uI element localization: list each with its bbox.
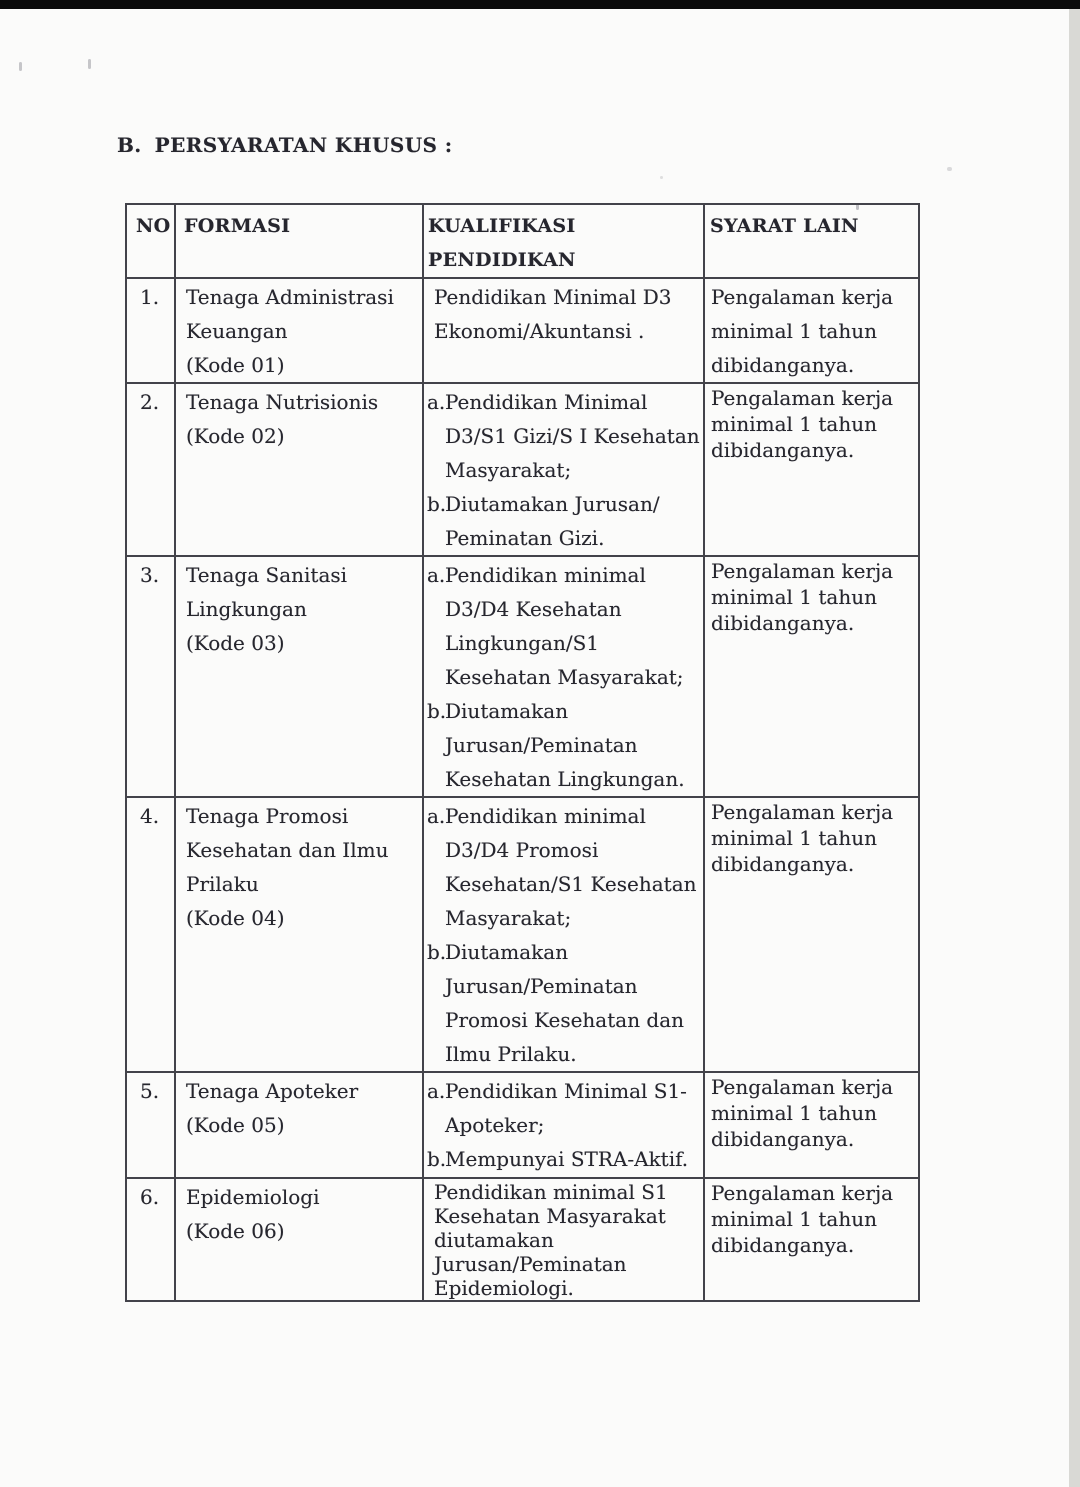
text-line: 4.: [140, 804, 160, 828]
section-heading-text: PERSYARATAN KHUSUS :: [154, 133, 453, 157]
text-line: Tenaga Promosi: [186, 804, 349, 828]
paragraph: [434, 1180, 701, 1300]
cell-kualifikasi-pendidikan: [423, 1178, 704, 1301]
text-line: diutamakan: [434, 1228, 554, 1252]
cell-syarat-lain: [704, 1072, 919, 1178]
text-line: D3/S1 Gizi/S I Kesehatan: [445, 424, 700, 448]
cell-syarat-lain: [704, 383, 919, 556]
list-item-lines: [445, 694, 701, 796]
cell-row-number: [126, 556, 175, 797]
text-line: Ekonomi/Akuntansi .: [434, 319, 645, 343]
text-line: Pendidikan minimal: [445, 804, 646, 828]
cell-syarat-lain: [704, 278, 919, 383]
list-item: [427, 487, 701, 555]
text-line: Epidemiologi: [186, 1185, 320, 1209]
list-marker: a.: [427, 563, 446, 587]
text-line: 1.: [140, 285, 160, 309]
cell-formasi: [175, 797, 423, 1072]
list-item-lines: [434, 280, 701, 348]
text-line: Tenaga Sanitasi: [186, 563, 348, 587]
column-header-formasi: FORMASI: [175, 204, 423, 278]
text-line: Diutamakan Jurusan/: [445, 492, 660, 516]
text-line: (Kode 01): [186, 353, 285, 377]
text-line: Pengalaman kerja: [711, 386, 894, 410]
list-item-lines: [445, 558, 701, 694]
table-row: [126, 797, 919, 1072]
list-marker: b.: [427, 699, 447, 723]
list-marker: b.: [427, 1147, 447, 1171]
text-line: Masyarakat;: [445, 458, 572, 482]
list-item: [427, 935, 701, 1071]
table-row: [126, 383, 919, 556]
cell-kualifikasi-pendidikan: [423, 556, 704, 797]
text-line: Keuangan: [186, 319, 288, 343]
list-item-lines: [445, 385, 701, 487]
text-line: minimal 1 tahun: [711, 585, 877, 609]
text-line: D3/D4 Kesehatan: [445, 597, 622, 621]
cell-formasi: [175, 556, 423, 797]
cell-formasi: [175, 1072, 423, 1178]
text-line: 2.: [140, 390, 160, 414]
text-line: Tenaga Administrasi: [186, 285, 394, 309]
text-line: Epidemiologi.: [434, 1276, 574, 1300]
text-line: dibidanganya.: [711, 852, 855, 876]
text-line: dibidanganya.: [711, 611, 855, 635]
cell-kualifikasi-pendidikan: [423, 1072, 704, 1178]
text-line: Ilmu Prilaku.: [445, 1042, 577, 1066]
text-line: (Kode 05): [186, 1113, 285, 1137]
column-header-kualifikasi-pendidikan: KUALIFIKASI PENDIDIKAN: [423, 204, 704, 278]
cell-row-number: [126, 383, 175, 556]
text-line: dibidanganya.: [711, 1127, 855, 1151]
text-line: Prilaku: [186, 872, 259, 896]
text-line: dibidanganya.: [711, 353, 855, 377]
text-line: Jurusan/Peminatan: [445, 974, 638, 998]
text-line: Pengalaman kerja: [711, 1075, 894, 1099]
text-line: minimal 1 tahun: [711, 412, 877, 436]
text-line: 6.: [140, 1185, 160, 1209]
list-marker: a.: [427, 1079, 446, 1103]
section-label: B.: [117, 133, 142, 157]
scan-speck: [660, 176, 663, 179]
paragraph: [434, 280, 701, 348]
cell-syarat-lain: [704, 797, 919, 1072]
text-line: dibidanganya.: [711, 438, 855, 462]
list-item-lines: [445, 935, 701, 1071]
table-header-row: [126, 204, 919, 278]
list-item-lines: [445, 799, 701, 935]
text-line: (Kode 04): [186, 906, 285, 930]
text-line: Pengalaman kerja: [711, 559, 894, 583]
table-row: [126, 278, 919, 383]
scan-speck: [88, 59, 91, 69]
text-line: Lingkungan/S1: [445, 631, 600, 655]
cell-row-number: [126, 1072, 175, 1178]
text-line: Tenaga Nutrisionis: [186, 390, 379, 414]
text-line: 5.: [140, 1079, 160, 1103]
list-marker: a.: [427, 390, 446, 414]
list-item-lines: [445, 1074, 701, 1142]
scan-top-bar-artifact: [0, 0, 1080, 9]
table-row: [126, 1072, 919, 1178]
text-line: (Kode 06): [186, 1219, 285, 1243]
text-line: Apoteker;: [445, 1113, 545, 1137]
text-line: Pendidikan Minimal: [445, 390, 648, 414]
cell-formasi: [175, 383, 423, 556]
cell-kualifikasi-pendidikan: [423, 383, 704, 556]
scan-right-edge-artifact: [1069, 9, 1080, 1487]
text-line: Pendidikan minimal S1: [434, 1180, 668, 1204]
text-line: Masyarakat;: [445, 906, 572, 930]
text-line: Diutamakan: [445, 699, 569, 723]
text-line: Pengalaman kerja: [711, 285, 894, 309]
scan-speck: [19, 62, 22, 71]
list-item-lines: [445, 487, 701, 555]
text-line: minimal 1 tahun: [711, 1101, 877, 1125]
text-line: (Kode 03): [186, 631, 285, 655]
table-row: [126, 556, 919, 797]
list-item: [427, 385, 701, 487]
list-item: [427, 694, 701, 796]
list-item: [427, 799, 701, 935]
cell-row-number: [126, 1178, 175, 1301]
cell-formasi: [175, 1178, 423, 1301]
requirements-table: [125, 203, 920, 1302]
list-marker: a.: [427, 804, 446, 828]
list-marker: b.: [427, 940, 447, 964]
text-line: minimal 1 tahun: [711, 826, 877, 850]
cell-kualifikasi-pendidikan: [423, 278, 704, 383]
text-line: Diutamakan: [445, 940, 569, 964]
text-line: Kesehatan Lingkungan.: [445, 767, 685, 791]
text-line: Jurusan/Peminatan: [445, 733, 638, 757]
cell-row-number: [126, 278, 175, 383]
column-header-no: NO: [126, 204, 175, 278]
text-line: Kesehatan dan Ilmu: [186, 838, 389, 862]
text-line: Pendidikan minimal: [445, 563, 646, 587]
text-line: Mempunyai STRA-Aktif.: [445, 1147, 689, 1171]
text-line: Pengalaman kerja: [711, 1181, 894, 1205]
list-marker: b.: [427, 492, 447, 516]
scan-speck: [947, 167, 952, 171]
cell-formasi: [175, 278, 423, 383]
text-line: Pendidikan Minimal S1-: [445, 1079, 687, 1103]
cell-syarat-lain: [704, 556, 919, 797]
list-item: [427, 558, 701, 694]
text-line: dibidanganya.: [711, 1233, 855, 1257]
text-line: Pengalaman kerja: [711, 800, 894, 824]
text-line: Kesehatan Masyarakat: [434, 1204, 666, 1228]
column-header-syarat-lain: SYARAT LAIN: [704, 204, 919, 278]
text-line: (Kode 02): [186, 424, 285, 448]
list-item: [427, 1142, 701, 1176]
text-line: Tenaga Apoteker: [186, 1079, 359, 1103]
text-line: minimal 1 tahun: [711, 1207, 877, 1231]
text-line: Pendidikan Minimal D3: [434, 285, 672, 309]
table-row: [126, 1178, 919, 1301]
list-item-lines: [434, 1180, 701, 1300]
list-item-lines: [445, 1142, 701, 1176]
text-line: Lingkungan: [186, 597, 307, 621]
text-line: Kesehatan/S1 Kesehatan: [445, 872, 697, 896]
list-item: [427, 1074, 701, 1142]
text-line: Kesehatan Masyarakat;: [445, 665, 684, 689]
text-line: minimal 1 tahun: [711, 319, 877, 343]
text-line: D3/D4 Promosi: [445, 838, 599, 862]
text-line: Peminatan Gizi.: [445, 526, 605, 550]
cell-syarat-lain: [704, 1178, 919, 1301]
text-line: Promosi Kesehatan dan: [445, 1008, 685, 1032]
cell-row-number: [126, 797, 175, 1072]
text-line: 3.: [140, 563, 160, 587]
cell-kualifikasi-pendidikan: [423, 797, 704, 1072]
section-title: [117, 133, 453, 157]
text-line: Jurusan/Peminatan: [434, 1252, 627, 1276]
